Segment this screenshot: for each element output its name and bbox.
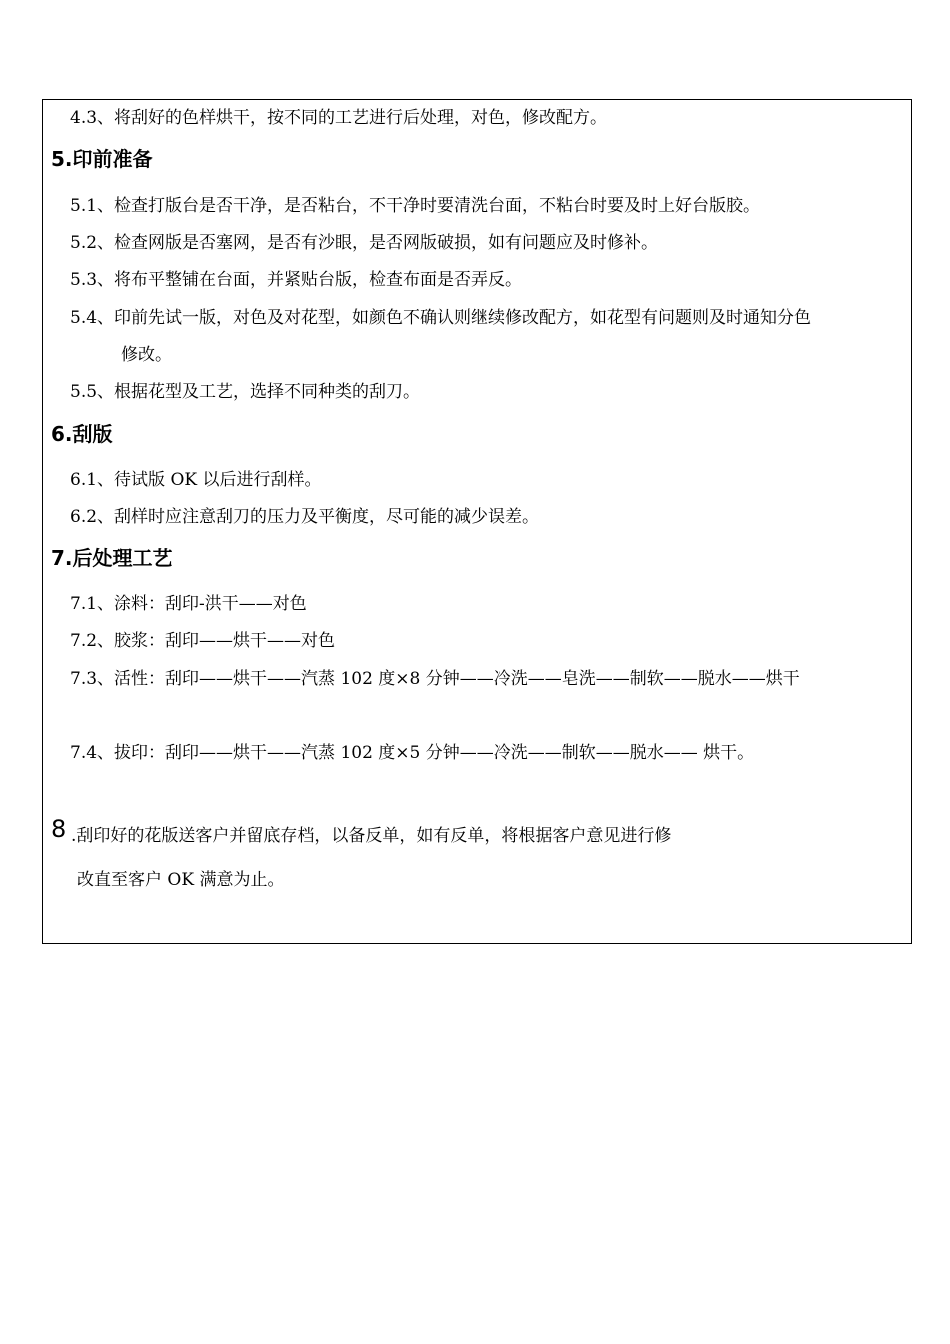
item-7-1: 7.1、涂料：刮印-洪干——对色 bbox=[70, 594, 307, 614]
item-5-5: 5.5、根据花型及工艺，选择不同种类的刮刀。 bbox=[70, 382, 421, 402]
section-7-heading: 7.后处理工艺 bbox=[51, 546, 173, 570]
item-5-4: 5.4、印前先试一版，对色及对花型，如颜色不确认则继续修改配方，如花型有问题则及时通知分色 bbox=[70, 308, 812, 328]
item-4-3: 4.3、将刮好的色样烘干，按不同的工艺进行后处理，对色，修改配方。 bbox=[70, 108, 608, 128]
item-6-2: 6.2、刮样时应注意刮刀的压力及平衡度，尽可能的减少误差。 bbox=[70, 507, 540, 527]
section-8-number: 8 bbox=[51, 815, 67, 843]
item-7-2: 7.2、胶浆：刮印——烘干——对色 bbox=[70, 631, 336, 651]
section-8-text: .刮印好的花版送客户并留底存档，以备反单，如有反单，将根据客户意见进行修 bbox=[71, 826, 672, 846]
item-6-1: 6.1、待试版 OK 以后进行刮样。 bbox=[70, 470, 322, 490]
item-5-4-continuation: 修改。 bbox=[121, 345, 172, 365]
item-5-3: 5.3、将布平整铺在台面，并紧贴台版，检查布面是否弄反。 bbox=[70, 270, 523, 290]
item-5-1: 5.1、检查打版台是否干净，是否粘台，不干净时要清洗台面，不粘台时要及时上好台版胶。 bbox=[70, 196, 761, 216]
item-7-4: 7.4、拔印：刮印——烘干——汽蒸 102 度×5 分钟——冷洗——制软——脱水—— 烘干。 bbox=[70, 743, 755, 763]
item-7-3: 7.3、活性：刮印——烘干——汽蒸 102 度×8 分钟——冷洗——皂洗——制软——脱水——烘干 bbox=[70, 669, 800, 689]
document-frame bbox=[42, 99, 912, 944]
item-5-2: 5.2、检查网版是否塞网，是否有沙眼，是否网版破损，如有问题应及时修补。 bbox=[70, 233, 659, 253]
section-5-heading: 5.印前准备 bbox=[51, 147, 153, 171]
section-6-heading: 6.刮版 bbox=[51, 422, 113, 446]
section-8-continuation: 改直至客户 OK 满意为止。 bbox=[77, 870, 285, 890]
